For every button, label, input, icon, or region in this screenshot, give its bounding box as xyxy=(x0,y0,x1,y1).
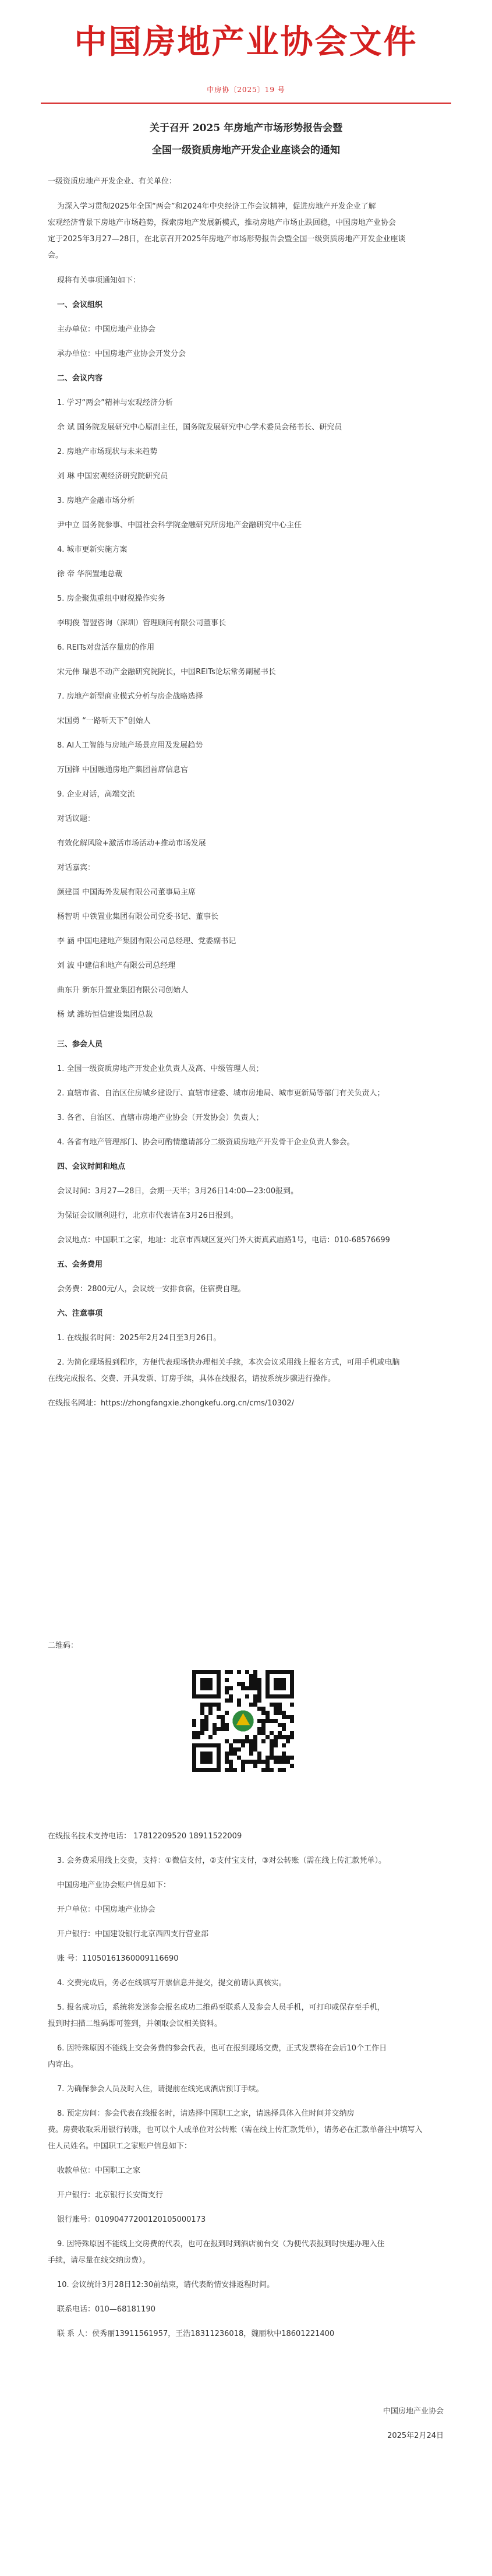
agenda-topic: 5. 房企聚焦重组中财税操作实务 xyxy=(57,594,165,603)
note-item: 1. 在线报名时间：2025年2月24日至3月26日。 xyxy=(57,1334,221,1342)
account-name: 开户单位：中国房地产业协会 xyxy=(57,1905,156,1914)
hotel-account-name: 收款单位：中国职工之家 xyxy=(57,2166,141,2175)
salutation: 一级资质房地产开发企业、有关单位： xyxy=(48,177,177,186)
note-item: 6. 因特殊原因不能线上交会务费的参会代表，也可在报到现场交费，正式发票将在会后10个工作日 xyxy=(57,2044,387,2053)
attendee-item: 4. 各省有地产管理部门、协会可酌情邀请部分二级资质房地产开发骨干企业负责人参会。 xyxy=(57,1138,355,1147)
note-item: 7. 为确保参会人员及时入住，请提前在线完成酒店预订手续。 xyxy=(57,2085,264,2094)
organizer-org: 承办单位：中国房地产业协会开发分会 xyxy=(57,350,186,358)
agenda-speaker: 宋元伟 瑞思不动产金融研究院院长，中国REITs论坛常务副秘书长 xyxy=(57,668,276,676)
note-item: 3. 会务费采用线上交费，支持：①微信支付，②支付宝支付，③对公转账（需在线上传汇款凭单）。 xyxy=(57,1856,386,1865)
section-title: 四、会议时间和地点 xyxy=(57,1162,126,1171)
account-bank: 开户银行：中国建设银行北京西四支行营业部 xyxy=(57,1930,209,1939)
agenda-topic: 7. 房地产新型商业模式分析与房企战略选择 xyxy=(57,692,203,701)
agenda-topic: 4. 城市更新实施方案 xyxy=(57,545,128,554)
dialog-topic: 有效化解风险+激活市场活动+推动市场发展 xyxy=(57,839,206,848)
dialog-guest: 杨 斌 潍坊恒信建设集团总裁 xyxy=(57,1010,153,1019)
dialog-guest-label: 对话嘉宾： xyxy=(57,864,95,872)
dialog-guest: 曲东升 新东升置业集团有限公司创始人 xyxy=(57,986,189,995)
intro-line: 会。 xyxy=(48,251,63,260)
contact-phone: 联系电话：010—68181190 xyxy=(57,2305,155,2314)
host-org: 主办单位：中国房地产业协会 xyxy=(57,325,156,334)
agenda-speaker: 尹中立 国务院参事、中国社会科学院金融研究所房地产金融研究中心主任 xyxy=(57,521,302,530)
agenda-topic: 2. 房地产市场现状与未来趋势 xyxy=(57,447,158,456)
notice-title-line2: 全国一级资质房地产开发企业座谈会的通知 xyxy=(152,145,340,156)
dialog-topic-label: 对话议题： xyxy=(57,815,95,823)
agenda-topic: 1. 学习“两会”精神与宏观经济分析 xyxy=(57,399,174,407)
note-item: 2. 为简化现场报到程序，方便代表现场快办理相关手续，本次会议采用线上报名方式，可用手机或电脑 xyxy=(57,1358,400,1367)
meeting-fee: 会务费：2800元/人，会议统一安排食宿，住宿费自理。 xyxy=(57,1285,246,1294)
section-title: 二、会议内容 xyxy=(57,374,103,383)
attendee-item: 2. 直辖市省、自治区住房城乡建设厅、直辖市建委、城市房地局、城市更新局等部门有关负责人； xyxy=(57,1089,385,1098)
contact-persons: 联 系 人：侯秀丽13911561957，王浩18311236018，魏丽秋中18601221400 xyxy=(57,2330,335,2338)
section-title: 五、会务费用 xyxy=(57,1260,103,1269)
org-masthead: 中国房地产业协会文件 xyxy=(74,23,418,61)
notice-intro: 现将有关事项通知如下： xyxy=(57,276,141,285)
hotel-account-bank: 开户银行：北京银行长安街支行 xyxy=(57,2191,164,2200)
agenda-topic: 8. AI人工智能与房地产场景应用及发展趋势 xyxy=(57,741,203,750)
meeting-note: 为保证会议顺利进行，北京市代表请在3月26日报到。 xyxy=(57,1211,238,1220)
note-item: 报到时扫描二维码即可签到，并领取会议相关资料。 xyxy=(48,2020,222,2028)
note-item: 4. 交费完成后，务必在线填写开票信息并提交，提交前请认真核实。 xyxy=(57,1979,286,1987)
intro-line: 为深入学习贯彻2025年全国“两会”和2024年中央经济工作会议精神，促进房地产开发企业了解 xyxy=(57,202,376,211)
registration-url[interactable]: 在线报名网址：https://zhongfangxie.zhongkefu.org.cn/cms/10302/ xyxy=(48,1399,295,1408)
note-item: 住人员姓名。中国职工之家账户信息如下： xyxy=(48,2142,192,2151)
note-item: 5. 报名成功后，系统将发送参会报名成功二维码至联系人及参会人员手机，可打印或保存至手机， xyxy=(57,2003,385,2012)
note-item: 10. 会议统计3月28日12:30前结束，请代表酌情安排返程时间。 xyxy=(57,2281,275,2289)
note-item: 手续，请尽量在线交纳房费）。 xyxy=(48,2256,150,2265)
intro-line: 定于2025年3月27—28日，在北京召开2025年房地产市场形势报告会暨全国一级资质房地产开发企业座谈 xyxy=(48,235,406,244)
agenda-topic: 3. 房地产金融市场分析 xyxy=(57,496,135,505)
qr-label: 二维码： xyxy=(48,1641,79,1650)
dialog-guest: 杨智明 中铁置业集团有限公司党委书记、董事长 xyxy=(57,912,219,921)
note-item: 费。房费收取采用银行转账，也可以个人或单位对公转账（需在线上传汇款凭单），请务必在汇款单备注中填写入 xyxy=(48,2126,423,2134)
signature-org: 中国房地产业协会 xyxy=(383,2407,444,2416)
agenda-speaker: 宋国勇 “一路听天下”创始人 xyxy=(57,717,151,725)
hotel-account-number: 银行账号：01090477200120105000173 xyxy=(57,2215,206,2224)
section-title: 三、参会人员 xyxy=(57,1040,103,1049)
notice-title-line1: 关于召开 2025 年房地产市场形势报告会暨 xyxy=(149,122,343,134)
agenda-speaker: 李明俊 智盟咨询（深圳）管理顾问有限公司董事长 xyxy=(57,619,226,628)
note-item: 9. 因特殊原因不能线上交房费的代表，也可在报到时到酒店前台交（为便代表报到时快速办理入住 xyxy=(57,2240,385,2249)
account-number: 账 号：11050161360009116690 xyxy=(57,1954,179,1963)
tech-support-phone: 在线报名技术支持电话： 17812209520 18911522009 xyxy=(48,1832,242,1841)
section-title: 一、会议组织 xyxy=(57,301,103,309)
section-title: 六、注意事项 xyxy=(57,1309,103,1318)
note-item: 在线完成报名、交费、开具发票、订房手续，具体在线报名，请按系统步骤进行操作。 xyxy=(48,1375,336,1383)
account-intro: 中国房地产业协会账户信息如下： xyxy=(57,1881,171,1890)
dialog-guest: 李 涵 中国电建地产集团有限公司总经理、党委副书记 xyxy=(57,937,236,946)
meeting-time: 会议时间：3月27—28日，会期一天半；3月26日14:00—23:00报到。 xyxy=(57,1187,299,1196)
agenda-topic: 9. 企业对话，高端交流 xyxy=(57,790,135,799)
agenda-speaker: 余 斌 国务院发展研究中心原副主任，国务院发展研究中心学术委员会秘书长、研究员 xyxy=(57,423,342,432)
intro-line: 宏观经济背景下房地产市场趋势，探索房地产发展新模式，推动房地产市场止跌回稳，中国房地产业协会 xyxy=(48,219,397,227)
dialog-guest: 刘 波 中建信和地产有限公司总经理 xyxy=(57,961,176,970)
agenda-speaker: 刘 琳 中国宏观经济研究院研究员 xyxy=(57,472,168,481)
note-item: 8. 预定房间：参会代表在线报名时，请选择中国职工之家，请选择具体入住时间并交纳房 xyxy=(57,2109,355,2118)
attendee-item: 1. 全国一级资质房地产开发企业负责人及高、中级管理人员； xyxy=(57,1065,264,1073)
signature-date: 2025年2月24日 xyxy=(387,2431,444,2440)
registration-qr-code xyxy=(192,1670,294,1772)
meeting-place: 会议地点：中国职工之家，地址：北京市西城区复兴门外大街真武庙路1号，电话：010-68576699 xyxy=(57,1236,390,1245)
dialog-guest: 颜建国 中国海外发展有限公司董事局主席 xyxy=(57,888,196,897)
agenda-speaker: 万国锋 中国融通房地产集团首席信息官 xyxy=(57,766,189,774)
note-item: 内寄出。 xyxy=(48,2060,79,2069)
attendee-item: 3. 各省、自治区、直辖市房地产业协会（开发协会）负责人； xyxy=(57,1113,264,1122)
red-divider xyxy=(41,103,451,104)
agenda-speaker: 徐 帝 华润置地总裁 xyxy=(57,570,123,579)
document-number: 中房协〔2025〕19 号 xyxy=(207,86,285,94)
agenda-topic: 6. REITs对盘活存量房的作用 xyxy=(57,643,155,652)
